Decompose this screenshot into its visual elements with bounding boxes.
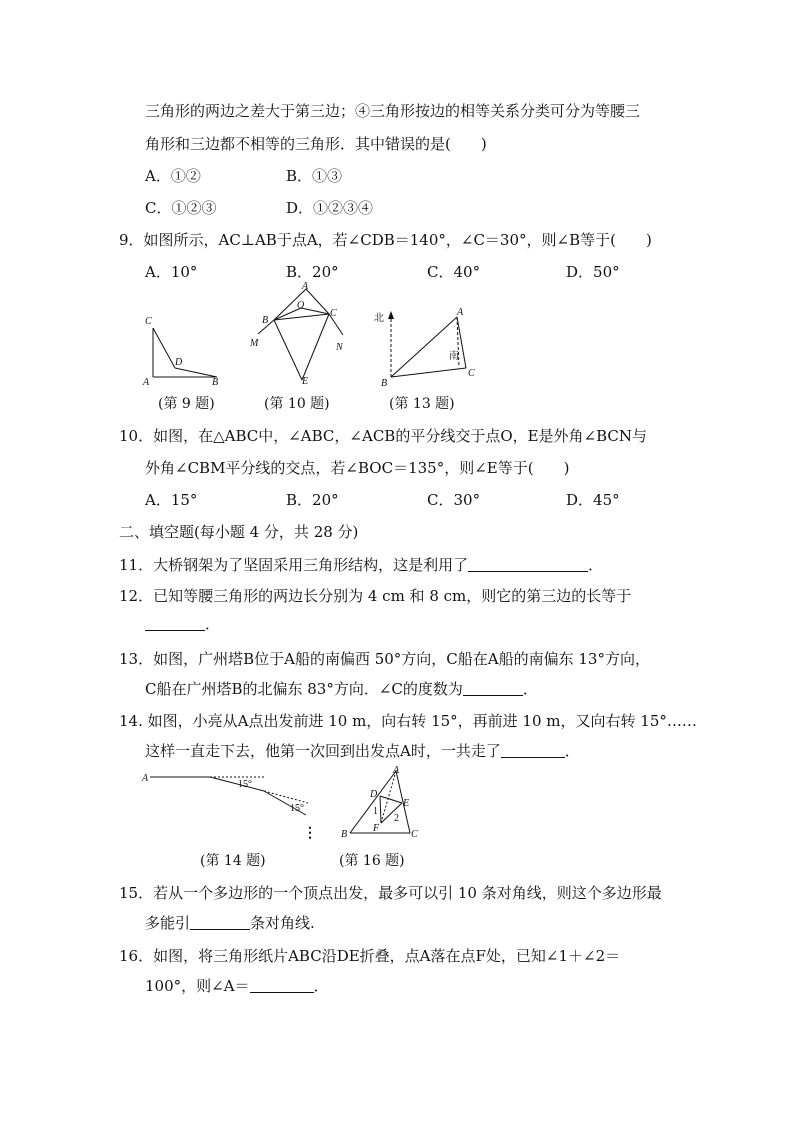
q12-answer-blank[interactable] [145, 615, 205, 631]
q12-line1: 12．已知等腰三角形的两边长分别为 4 cm 和 8 cm，则它的第三边的长等于 [119, 587, 632, 605]
q10-option-a: A．15° [145, 491, 198, 509]
q10-option-b: B．20° [286, 491, 339, 509]
q14-end: ． [564, 742, 580, 760]
fig14-angle1: 15° [238, 779, 252, 790]
q16-end: ． [313, 977, 329, 995]
section-title-fill-blank: 二、填空题(每小题 4 分，共 28 分) [119, 523, 359, 541]
fig9-label-b: B [212, 377, 219, 388]
q10-option-d: D．45° [566, 491, 620, 509]
q11 [119, 555, 603, 575]
fig16-label-a: A [393, 765, 400, 776]
fig14-dots: ⋮ [303, 826, 317, 841]
fig10-label-c: C [330, 308, 337, 319]
q9-option-c: C．40° [427, 263, 481, 281]
q15-line1: 15．若从一个多边形的一个顶点出发，最多可以引 10 条对角线，则这个多边形最 [119, 884, 662, 902]
q9-option-b: B．20° [286, 263, 339, 281]
q15-answer-blank[interactable] [190, 914, 250, 930]
q14-line2-text: 这样一直走下去，他第一次回到出发点A时，一共走了 [145, 742, 501, 760]
q8-option-a: A．①② [145, 167, 201, 185]
q15-line2 [145, 913, 315, 933]
q16-line1: 16．如图，将三角形纸片ABC沿DE折叠，点A落在点F处，已知∠1＋∠2＝ [119, 947, 621, 965]
q14-answer-blank[interactable] [501, 742, 565, 758]
q10-option-c: C．30° [427, 491, 481, 509]
fig16-label-2: 2 [394, 813, 399, 824]
q11-text: 11．大桥钢架为了坚固采用三角形结构，这是利用了 [119, 556, 469, 574]
fig10-label-n: N [336, 342, 343, 353]
fig13-label-north: 北 [374, 313, 384, 324]
caption-q9: (第 9 题) [158, 396, 215, 412]
figure-q9 [135, 293, 235, 393]
fig10-label-m: M [250, 338, 259, 349]
q9-text: 9．如图所示，AC⊥AB于点A，若∠CDB＝140°，∠C＝30°，则∠B等于( ) [119, 231, 652, 249]
fig13-label-b: B [381, 378, 388, 389]
q13-line1: 13．如图，广州塔B位于A船的南偏西 50°方向，C船在A船的南偏东 13°方向， [119, 650, 650, 668]
fig10-label-e: E [302, 376, 309, 387]
figure-q16 [336, 763, 426, 843]
caption-q14: (第 14 题) [200, 853, 266, 869]
q13-end: ． [522, 680, 538, 698]
q8-line1: 三角形的两边之差大于第三边；④三角形按边的相等关系分类可分为等腰三 [145, 102, 641, 120]
q16-answer-blank[interactable] [250, 977, 314, 993]
fig16-label-e: E [403, 798, 410, 809]
figure-q14 [138, 767, 318, 845]
q16-line2 [145, 976, 329, 996]
q12-line2 [145, 614, 220, 634]
fig16-label-d: D [370, 789, 378, 800]
q15-line2-start: 多能引 [145, 914, 191, 932]
figure-q10 [244, 280, 364, 388]
q10-line2: 外角∠CBM平分线的交点，若∠BOC＝135°，则∠E等于( ) [145, 459, 570, 477]
fig16-label-1: 1 [373, 806, 378, 817]
q8-line2: 角形和三边都不相等的三角形．其中错误的是( ) [145, 135, 487, 153]
q14-line2 [145, 741, 580, 761]
caption-q10: (第 10 题) [264, 396, 330, 412]
figure-q13 [366, 293, 486, 393]
fig10-label-a: A [302, 281, 309, 292]
fig13-label-a: A [457, 307, 464, 318]
q11-answer-blank[interactable] [468, 556, 588, 572]
q13-line2 [145, 679, 538, 699]
q12-end: ． [205, 615, 221, 633]
fig9-label-d: D [175, 357, 183, 368]
fig16-label-c: C [411, 829, 418, 840]
q15-line2-end: 条对角线. [250, 914, 315, 932]
fig9-label-c: C [145, 316, 152, 327]
fig14-angle2: 15° [290, 803, 304, 814]
q13-line2-text: C船在广州塔B的北偏东 83°方向．∠C的度数为 [145, 680, 463, 698]
q8-option-c: C．①②③ [145, 199, 217, 217]
q16-line2-text: 100°，则∠A＝ [145, 977, 250, 995]
fig16-label-b: B [341, 829, 348, 840]
fig14-label-a: A [142, 773, 149, 784]
caption-q16: (第 16 题) [339, 853, 405, 869]
q13-answer-blank[interactable] [463, 680, 523, 696]
q11-end: ． [588, 556, 604, 574]
fig10-label-b: B [262, 315, 269, 326]
q14-line1: 14. 如图，小亮从A点出发前进 10 m，向右转 15°，再前进 10 m，又向右转 15°…… [119, 712, 697, 730]
q9-option-a: A．10° [145, 263, 198, 281]
fig9-label-a: A [143, 377, 150, 388]
q9-option-d: D．50° [566, 263, 620, 281]
fig13-label-south: 南 [449, 351, 459, 362]
fig10-label-o: O [297, 300, 305, 311]
q10-line1: 10．如图，在△ABC中，∠ABC，∠ACB的平分线交于点O，E是外角∠BCN与 [119, 427, 648, 445]
fig13-label-c: C [468, 368, 475, 379]
q8-option-b: B．①③ [286, 167, 343, 185]
q8-option-d: D．①②③④ [286, 199, 374, 217]
fig16-label-f: F [373, 823, 380, 834]
caption-q13: (第 13 题) [389, 396, 455, 412]
